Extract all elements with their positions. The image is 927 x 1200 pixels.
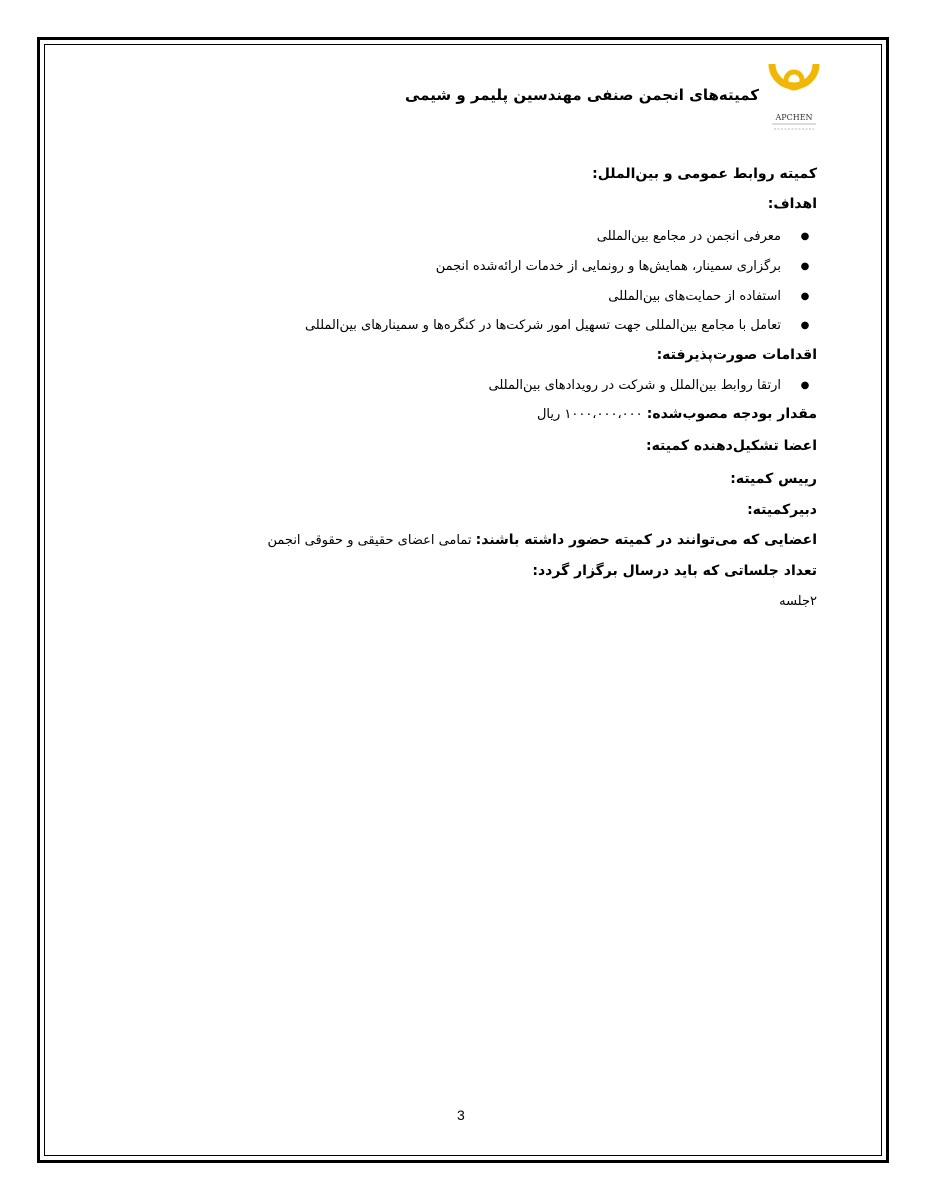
sessions-value: ۲جلسه	[779, 594, 817, 609]
page-border-inner	[44, 44, 882, 1156]
page-number: 3	[457, 1107, 465, 1123]
bullet-icon: ●	[800, 380, 810, 391]
members-label: اعضا تشکیل‌دهنده کمیته:	[645, 438, 817, 454]
bullet-icon: ●	[800, 320, 810, 331]
page-header-title: کمیته‌های انجمن صنفی مهندسین پلیمر و شیمی	[404, 86, 759, 104]
committee-title: کمیته روابط عمومی و بین‌الملل:	[592, 166, 817, 182]
attendees-value: تمامی اعضای حقیقی و حقوقی انجمن	[267, 533, 472, 548]
goal-item: ● تعامل با مجامع بین‌المللی جهت تسهیل امور شرکت‌ها در کنگره‌ها و سمینارهای بین‌المللی	[305, 318, 817, 333]
actions-label: اقدامات صورت‌پذیرفته:	[656, 347, 817, 363]
chair-label: رییس کمیته:	[730, 471, 817, 487]
bullet-icon: ●	[800, 261, 810, 272]
goals-label: اهداف:	[767, 196, 817, 212]
logo-text: APCHEN	[775, 113, 813, 122]
attendees-line	[268, 532, 817, 548]
sessions-label: تعداد جلساتی که باید درسال برگزار گردد:	[532, 563, 817, 579]
goal-item: ● معرفی انجمن در مجامع بین‌المللی	[597, 229, 817, 244]
budget-label: مقدار بودجه مصوب‌شده:	[646, 406, 817, 422]
secretary-label: دبیرکمیته:	[747, 502, 817, 518]
budget-line	[537, 406, 817, 422]
budget-value: ۱۰۰۰،۰۰۰،۰۰۰ ریال	[536, 407, 643, 422]
action-item: ● ارتقا روابط بین‌الملل و شرکت در رویدادهای بین‌المللی	[489, 378, 818, 393]
attendees-label: اعضایی که می‌توانند در کمیته حضور داشته باشند:	[475, 532, 817, 548]
bullet-icon: ●	[800, 231, 810, 242]
apchen-logo	[766, 58, 822, 138]
goal-item: ● برگزاری سمینار، همایش‌ها و رونمایی از خدمات ارائه‌شده انجمن	[436, 259, 817, 274]
bullet-icon: ●	[800, 291, 810, 302]
goal-item: ● استفاده از حمایت‌های بین‌المللی	[608, 289, 817, 304]
